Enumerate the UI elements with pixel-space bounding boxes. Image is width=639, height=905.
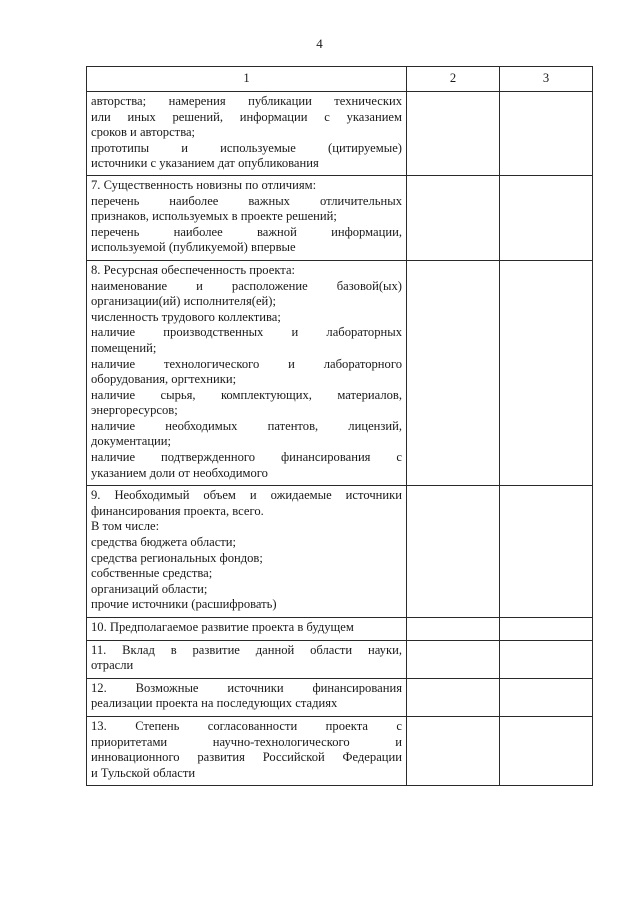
criterion-line: и Тульской области	[91, 765, 196, 780]
score-cell-col3	[500, 175, 593, 260]
criterion-line: средства бюджета области;	[91, 535, 237, 550]
score-cell-col3	[500, 486, 593, 618]
criterion-line: признаков, используемых в проекте решений;	[91, 209, 337, 224]
criterion-line: используемой (публикуемой) впервые	[91, 240, 296, 255]
criterion-cell	[87, 678, 407, 716]
criterion-line: организации(ий) исполнителя(ей);	[91, 294, 276, 309]
table-row	[87, 92, 593, 176]
criterion-cell	[87, 486, 407, 618]
evaluation-table	[86, 66, 593, 786]
table-row	[87, 260, 593, 485]
score-cell-col3	[500, 716, 593, 785]
criterion-line: оборудования, оргтехники;	[91, 372, 237, 387]
column-header-1: 1	[87, 67, 407, 92]
table-row	[87, 486, 593, 618]
criterion-line: реализации проекта на последующих стадиях	[91, 696, 338, 711]
table-row	[87, 618, 593, 641]
criterion-line: финансирования проекта, всего.	[91, 503, 264, 518]
score-cell-col2	[407, 92, 500, 176]
criterion-line: отрасли	[91, 658, 134, 673]
column-header-3: 3	[500, 67, 593, 92]
criterion-line: документации;	[91, 434, 172, 449]
criterion-line: 10. Предполагаемое развитие проекта в будущем	[91, 620, 354, 634]
criterion-line: 9. Необходимый объем и ожидаемые источники	[91, 488, 402, 503]
criterion-cell	[87, 716, 407, 785]
score-cell-col2	[407, 486, 500, 618]
criterion-line: организаций области;	[91, 581, 208, 596]
header-row	[87, 67, 593, 92]
criterion-cell	[87, 260, 407, 485]
criterion-line: 13. Степень согласованности проекта с	[91, 718, 402, 733]
criterion-line: прототипы и используемые (цитируемые)	[91, 140, 402, 155]
criterion-line: В том числе:	[91, 519, 160, 534]
criterion-line: 11. Вклад в развитие данной области науки,	[91, 642, 402, 657]
criterion-line: наличие технологического и лабораторного	[91, 356, 402, 371]
criterion-line: 12. Возможные источники финансирования	[91, 680, 402, 695]
criterion-line: наличие необходимых патентов, лицензий,	[91, 418, 402, 433]
criterion-line: наличие сырья, комплектующих, материалов,	[91, 387, 402, 402]
score-cell-col2	[407, 260, 500, 485]
criterion-cell	[87, 640, 407, 678]
criterion-cell	[87, 175, 407, 260]
column-header-2: 2	[407, 67, 500, 92]
criterion-line: энергоресурсов;	[91, 403, 178, 418]
criterion-line: 7. Существенность новизны по отличиям:	[91, 177, 317, 192]
score-cell-col3	[500, 618, 593, 641]
table-row	[87, 175, 593, 260]
page-number: 4	[316, 36, 323, 51]
score-cell-col2	[407, 716, 500, 785]
score-cell-col3	[500, 260, 593, 485]
score-cell-col2	[407, 678, 500, 716]
criterion-line: приоритетами научно-технологического и	[91, 734, 402, 749]
criterion-line: сроков и авторства;	[91, 125, 196, 140]
score-cell-col2	[407, 175, 500, 260]
criterion-cell	[87, 618, 407, 641]
score-cell-col3	[500, 92, 593, 176]
criterion-line: средства региональных фондов;	[91, 550, 263, 565]
criterion-line: численность трудового коллектива;	[91, 309, 281, 324]
score-cell-col2	[407, 640, 500, 678]
score-cell-col2	[407, 618, 500, 641]
criterion-line: 8. Ресурсная обеспеченность проекта:	[91, 262, 296, 277]
criterion-cell	[87, 92, 407, 176]
criterion-line: перечень наиболее важной информации,	[91, 224, 402, 239]
criterion-line: наличие производственных и лабораторных	[91, 325, 402, 340]
score-cell-col3	[500, 678, 593, 716]
criterion-line: прочие источники (расшифровать)	[91, 597, 277, 612]
criterion-line: инновационного развития Российской Федерации	[91, 750, 402, 765]
criterion-line: наличие подтвержденного финансирования с	[91, 450, 402, 465]
table-row	[87, 716, 593, 785]
criterion-line: собственные средства;	[91, 566, 213, 581]
table-row	[87, 678, 593, 716]
criterion-line: источники с указанием дат опубликования	[91, 156, 319, 171]
score-cell-col3	[500, 640, 593, 678]
criterion-line: авторства; намерения публикации технических	[91, 94, 402, 108]
criterion-line: перечень наиболее важных отличительных	[91, 193, 402, 208]
criterion-line: наименование и расположение базовой(ых)	[91, 278, 402, 293]
criterion-line: или иных решений, информации с указанием	[91, 109, 402, 124]
table-row	[87, 640, 593, 678]
criterion-line: указанием доли от необходимого	[91, 465, 268, 480]
criterion-line: помещений;	[91, 340, 157, 355]
